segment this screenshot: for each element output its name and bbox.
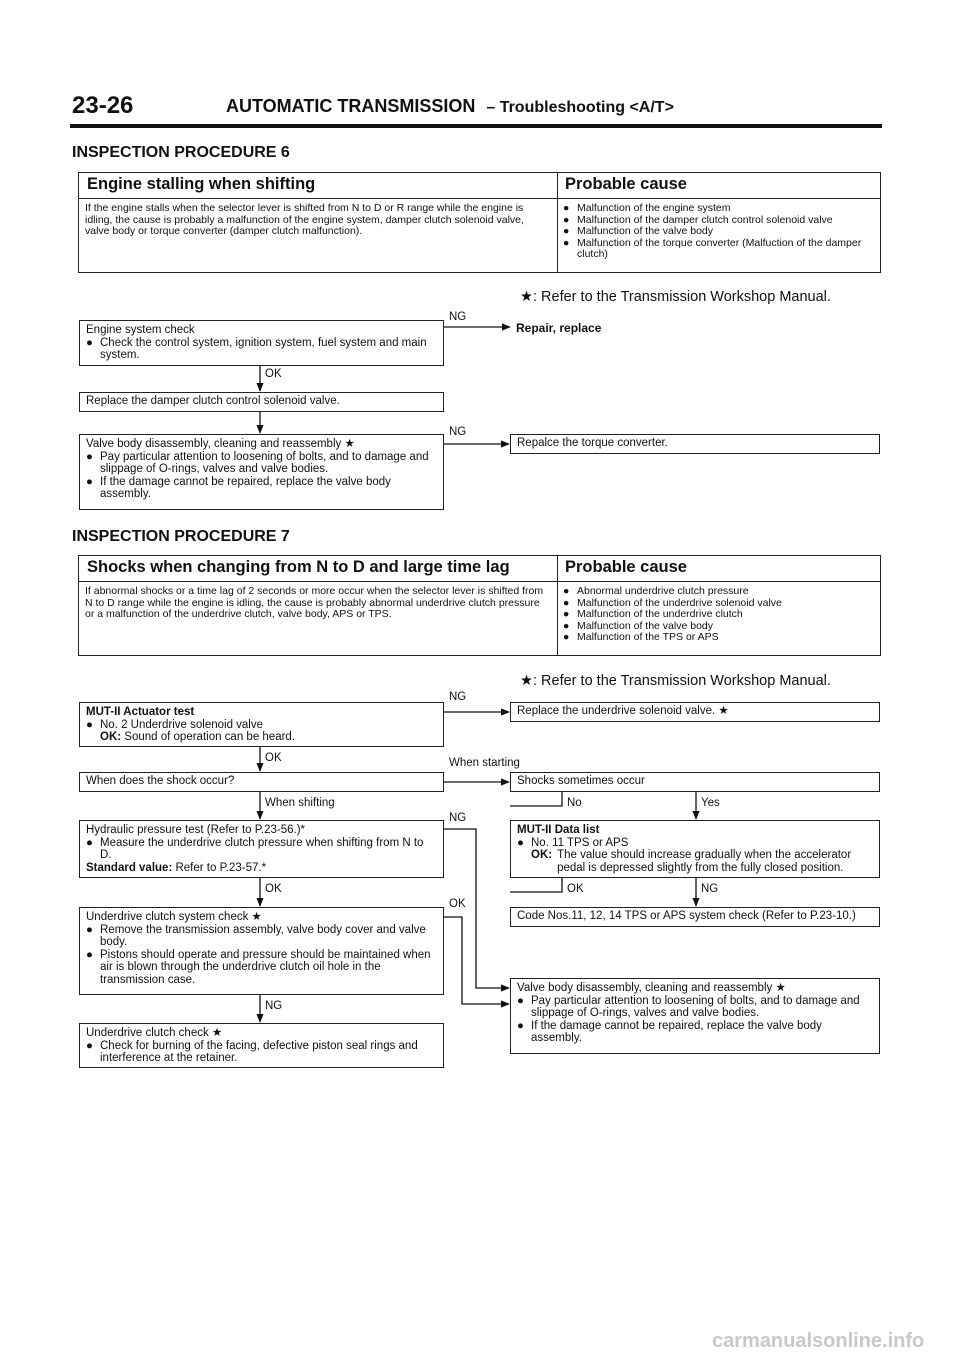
underdrive-system-text: Pistons should operate and pressure should be maintained when air is blown through the underdrive clutch oil hole in the transmission case. bbox=[100, 948, 431, 986]
actuator-test-text: No. 2 Underdrive solenoid valve bbox=[100, 718, 264, 731]
proc7-cause-item: ● Malfunction of the underdrive clutch bbox=[563, 608, 743, 620]
valve-body-title-6: Valve body disassembly, cleaning and reassembly ★ bbox=[86, 438, 355, 450]
proc6-cause-item: ● Malfunction of the engine system bbox=[563, 202, 731, 214]
proc7-description: If abnormal shocks or a time lag of 2 seconds or more occur when the selector lever is shifted from N to D range while the engine is idling, the cause is probably abnormal underdrive clutch pressure or a malfunction of the underdrive clutch, valve body, APS or TPS. bbox=[85, 585, 544, 620]
shocks-sometimes-text: Shocks sometimes occur bbox=[517, 775, 645, 787]
engine-system-check-text: Check the control system, ignition system, fuel system and main system. bbox=[100, 336, 427, 361]
proc7-cause-item: ● Abnormal underdrive clutch pressure bbox=[563, 585, 749, 597]
ok-label-actuator: OK bbox=[265, 752, 282, 764]
valve-body-item-7: ● If the damage cannot be repaired, replace the valve body assembly. bbox=[517, 1020, 873, 1045]
when-starting-label: When starting bbox=[449, 757, 520, 769]
when-shifting-label: When shifting bbox=[265, 797, 335, 809]
proc6-cause-item: ● Malfunction of the torque converter (Malfuction of the damper clutch) bbox=[563, 238, 873, 261]
ok-label-data-list: OK bbox=[567, 883, 584, 895]
underdrive-system-item: ● Remove the transmission assembly, valve body cover and valve body. bbox=[86, 924, 437, 949]
proc6-cause-item: ● Malfunction of the damper clutch control solenoid valve bbox=[563, 213, 833, 226]
proc6-description: If the engine stalls when the selector lever is shifted from N to D or R range while the engine is idling, the cause is probably a malfunction of the engine system, damper clutch solenoid valve, valve body or torque converter (damper clutch malfunction). bbox=[85, 202, 524, 237]
proc7-cause-text: Malfunction of the valve body bbox=[577, 619, 713, 632]
proc6-cause-header: Probable cause bbox=[565, 175, 687, 193]
ok-label-engine: OK bbox=[265, 368, 282, 380]
connector-data-ok bbox=[510, 878, 562, 892]
proc6-symptom-header: Engine stalling when shifting bbox=[87, 175, 316, 193]
page-number: 23-26 bbox=[72, 92, 134, 119]
underdrive-check-title: Underdrive clutch check ★ bbox=[86, 1027, 223, 1039]
hydraulic-test-item: ● Measure the underdrive clutch pressure when shifting from N to D. bbox=[86, 837, 437, 862]
valve-body-text-6: Pay particular attention to loosening of bolts, and to damage and slippage of O-rings, valves and valve bodies. bbox=[100, 450, 429, 475]
page-title-main: AUTOMATIC TRANSMISSION bbox=[226, 96, 476, 116]
ng-label-hydraulic: NG bbox=[449, 812, 467, 824]
underdrive-system-title: Underdrive clutch system check ★ bbox=[86, 911, 262, 923]
proc7-cause-header: Probable cause bbox=[565, 558, 687, 576]
when-shock-text: When does the shock occur? bbox=[86, 775, 235, 787]
proc7-cause-item: ● Malfunction of the TPS or APS bbox=[563, 631, 719, 643]
proc7-cause-item: ● Malfunction of the underdrive solenoid valve bbox=[563, 596, 782, 609]
proc6-title: INSPECTION PROCEDURE 6 bbox=[72, 144, 290, 161]
valve-body-title-7: Valve body disassembly, cleaning and reassembly ★ bbox=[517, 982, 786, 994]
data-list-text: No. 11 TPS or APS bbox=[531, 836, 629, 849]
underdrive-check-item: ● Check for burning of the facing, defective piston seal rings and interference at the retainer. bbox=[86, 1040, 437, 1065]
ng-label-valve: NG bbox=[449, 426, 467, 438]
actuator-test-ok-label: OK: bbox=[100, 731, 122, 743]
code-check-text: Code Nos.11, 12, 14 TPS or APS system check (Refer to P.23-10.) bbox=[517, 910, 856, 922]
proc7-cause-text: Malfunction of the TPS or APS bbox=[577, 631, 719, 643]
valve-body-item-6: ● If the damage cannot be repaired, replace the valve body assembly. bbox=[86, 476, 437, 501]
engine-system-check-title: Engine system check bbox=[86, 324, 195, 336]
ng-label-actuator: NG bbox=[449, 691, 467, 703]
valve-body-item-6: ● Pay particular attention to loosening of bolts, and to damage and slippage of O-rings, valves and valve bodies. bbox=[86, 451, 437, 476]
valve-body-item-7: ● Pay particular attention to loosening of bolts, and to damage and slippage of O-rings, valves and valve bodies. bbox=[517, 995, 873, 1020]
ng-label-underdrive-system: NG bbox=[265, 1000, 283, 1012]
hydraulic-test-std-label: Standard value: bbox=[86, 861, 173, 874]
proc7-symptom-header: Shocks when changing from N to D and large time lag bbox=[87, 558, 510, 576]
yes-label: Yes bbox=[701, 797, 720, 809]
no-label: No bbox=[567, 797, 582, 809]
valve-body-text-6: If the damage cannot be repaired, replace the valve body assembly. bbox=[100, 475, 391, 500]
proc6-cause-text: Malfunction of the damper clutch control solenoid valve bbox=[577, 213, 833, 226]
underdrive-system-text: Remove the transmission assembly, valve body cover and valve body. bbox=[100, 923, 426, 948]
proc7-cause-text: Malfunction of the underdrive solenoid valve bbox=[577, 596, 782, 609]
ng-label-data-list: NG bbox=[701, 883, 719, 895]
ok-label-hydraulic: OK bbox=[265, 883, 282, 895]
proc6-cause-item: ● Malfunction of the valve body bbox=[563, 225, 713, 237]
actuator-test-title: MUT-II Actuator test bbox=[86, 706, 195, 718]
hydraulic-test-std-text: Refer to P.23-57.* bbox=[175, 861, 267, 874]
connector-no bbox=[510, 792, 562, 806]
proc7-cause-text: Malfunction of the underdrive clutch bbox=[577, 608, 743, 620]
replace-underdrive-solenoid-text: Replace the underdrive solenoid valve. ★ bbox=[517, 705, 729, 717]
ok-label-underdrive-system: OK bbox=[449, 898, 466, 910]
data-list-ok-label: OK: bbox=[531, 849, 553, 861]
proc6-cause-text: Malfunction of the torque converter (Malfuction of the damper clutch) bbox=[577, 236, 862, 260]
ng-label-engine: NG bbox=[449, 311, 467, 323]
hydraulic-test-text: Measure the underdrive clutch pressure when shifting from N to D. bbox=[100, 836, 424, 861]
data-list-title: MUT-II Data list bbox=[517, 824, 600, 836]
repair-replace-text: Repair, replace bbox=[516, 321, 602, 335]
actuator-test-ok-text: Sound of operation can be heard. bbox=[124, 731, 296, 743]
replace-solenoid-text: Replace the damper clutch control solenoid valve. bbox=[86, 395, 340, 407]
valve-body-text-7: Pay particular attention to loosening of bolts, and to damage and slippage of O-rings, valves and valve bodies. bbox=[531, 994, 860, 1019]
actuator-test-item: ● No. 2 Underdrive solenoid valve bbox=[86, 718, 264, 731]
proc6-star-note: ★: Refer to the Transmission Workshop Manual. bbox=[520, 289, 831, 305]
proc7-cause-item: ● Malfunction of the valve body bbox=[563, 619, 713, 632]
proc7-title: INSPECTION PROCEDURE 7 bbox=[72, 528, 290, 545]
page-title-sub: – Troubleshooting <A/T> bbox=[486, 99, 674, 116]
data-list-ok-text: The value should increase gradually when the accelerator pedal is depressed slightly from the fully closed position. bbox=[557, 849, 852, 874]
underdrive-system-item: ● Pistons should operate and pressure should be maintained when air is blown through the underdrive clutch oil hole in the transmission case. bbox=[86, 949, 437, 987]
underdrive-check-text: Check for burning of the facing, defective piston seal rings and interference at the retainer. bbox=[100, 1039, 418, 1064]
replace-torque-converter-text: Repalce the torque converter. bbox=[517, 437, 668, 449]
connector-hydraulic-ng bbox=[444, 829, 509, 988]
watermark: carmanualsonline.info bbox=[712, 1330, 925, 1352]
proc7-cause-text: Abnormal underdrive clutch pressure bbox=[577, 585, 749, 597]
proc7-star-note: ★: Refer to the Transmission Workshop Manual. bbox=[520, 673, 831, 689]
data-list-item: ● No. 11 TPS or APS bbox=[517, 836, 629, 849]
proc6-cause-text: Malfunction of the valve body bbox=[577, 225, 713, 237]
proc6-cause-text: Malfunction of the engine system bbox=[577, 202, 731, 214]
hydraulic-test-title: Hydraulic pressure test (Refer to P.23-56.)* bbox=[86, 824, 306, 836]
valve-body-text-7: If the damage cannot be repaired, replace the valve body assembly. bbox=[531, 1019, 822, 1044]
engine-system-check-item: ● Check the control system, ignition system, fuel system and main system. bbox=[86, 337, 437, 362]
